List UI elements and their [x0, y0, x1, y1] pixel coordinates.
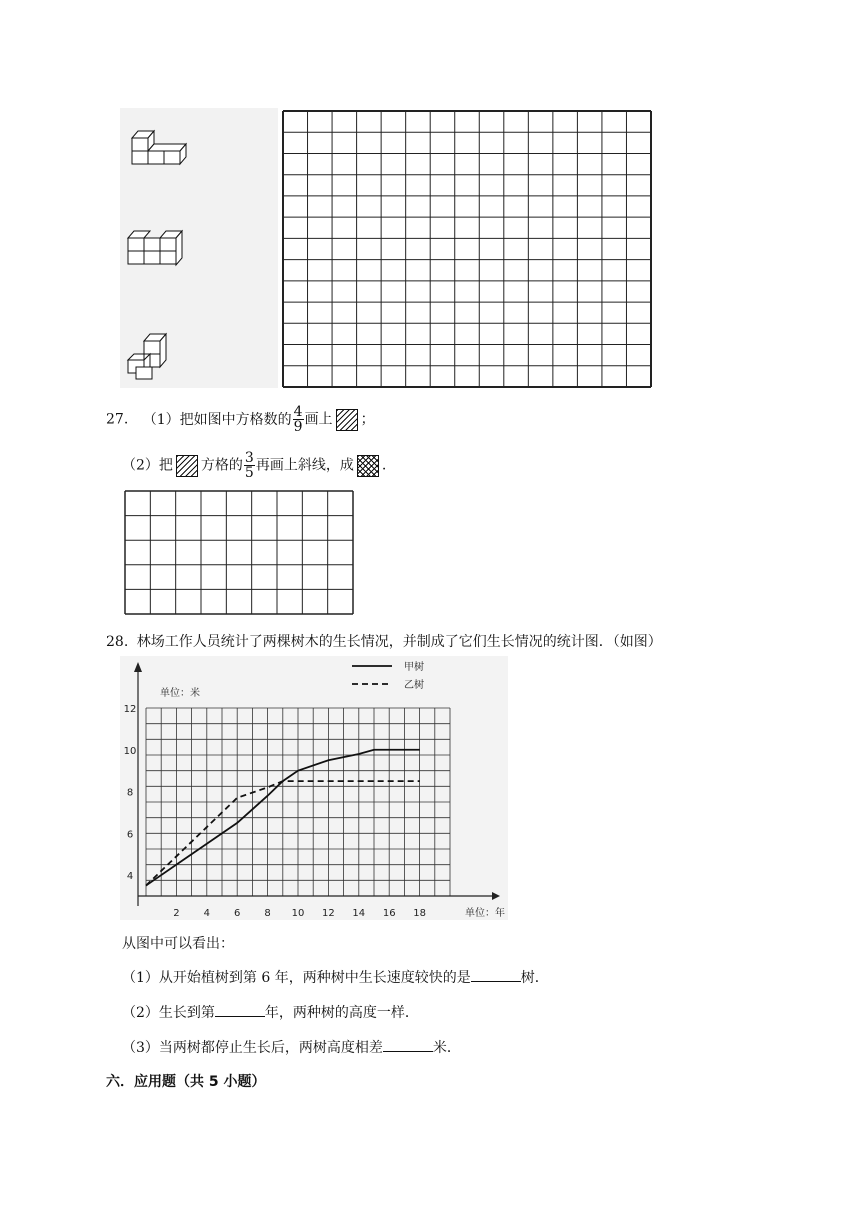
y-tick-label: 8	[126, 787, 134, 799]
x-tick-label: 12	[322, 908, 335, 919]
section-heading: 六．应用题（共 5 小题）	[106, 1074, 266, 1090]
tree-growth-line-chart	[120, 656, 508, 920]
cube-figure-3	[128, 334, 166, 379]
cube-figure-1	[132, 131, 186, 164]
question-27-part2: （2）把 方格的 $\frac{3}{5}$ 再画上斜线，成 .	[122, 450, 387, 481]
fraction-four-ninths: $\frac{4}{9}$	[293, 404, 303, 435]
crosshatch-swatch-icon	[357, 455, 379, 477]
cube-figure-panel	[120, 108, 278, 388]
question-text: （1）把如图中方格数的	[142, 411, 292, 428]
question-number: 28.	[106, 634, 129, 650]
y-axis-arrow-icon	[134, 662, 142, 672]
drawing-grid-large[interactable]	[282, 110, 652, 388]
y-axis-label: 单位：米	[160, 688, 200, 699]
drawing-grid-small[interactable]	[124, 490, 354, 615]
cube-figure-2	[128, 231, 182, 265]
question-number: 27.	[106, 411, 129, 428]
question-28-sub1: （1）从开始植树到第 6 年，两种树中生长速度较快的是 树．	[122, 970, 549, 986]
question-28-sub3: （3）当两树都停止生长后，两树高度相差 米．	[122, 1040, 461, 1056]
x-tick-label: 10	[291, 908, 305, 919]
y-tick-label: 4	[126, 871, 134, 883]
hatch-swatch-icon	[336, 409, 358, 431]
x-tick-label: 8	[264, 908, 271, 919]
x-tick-label: 16	[382, 908, 396, 919]
legend-label: 乙树	[404, 680, 424, 691]
y-tick-label: 10	[123, 745, 137, 757]
x-tick-label: 18	[413, 908, 426, 919]
legend-label: 甲树	[404, 662, 424, 673]
question-27-part1: 27. （1）把如图中方格数的 $\frac{4}{9}$ 画上 ；	[106, 404, 375, 435]
x-axis-label: 单位：年	[465, 908, 505, 919]
answer-blank-3[interactable]	[383, 1039, 433, 1052]
question-28-sub2: （2）生长到第 年，两种树的高度一样．	[122, 1005, 419, 1021]
question-28-intro: 从图中可以看出：	[122, 936, 234, 952]
answer-blank-1[interactable]	[471, 969, 521, 982]
x-tick-label: 4	[203, 908, 210, 919]
hatch-swatch-icon	[176, 455, 198, 477]
x-axis-arrow-icon	[492, 892, 500, 900]
x-tick-label: 6	[234, 908, 241, 919]
question-28-text: 28. 林场工作人员统计了两棵树木的生长情况，并制成了它们生长情况的统计图．（如图）	[106, 634, 662, 650]
answer-blank-2[interactable]	[215, 1004, 265, 1017]
x-tick-label: 14	[352, 908, 366, 919]
fraction-three-fifths: $\frac{3}{5}$	[244, 450, 254, 481]
cube-drawings	[120, 108, 278, 388]
x-tick-label: 2	[173, 908, 180, 919]
y-tick-label: 6	[126, 829, 134, 841]
y-tick-label: 12	[123, 704, 137, 715]
